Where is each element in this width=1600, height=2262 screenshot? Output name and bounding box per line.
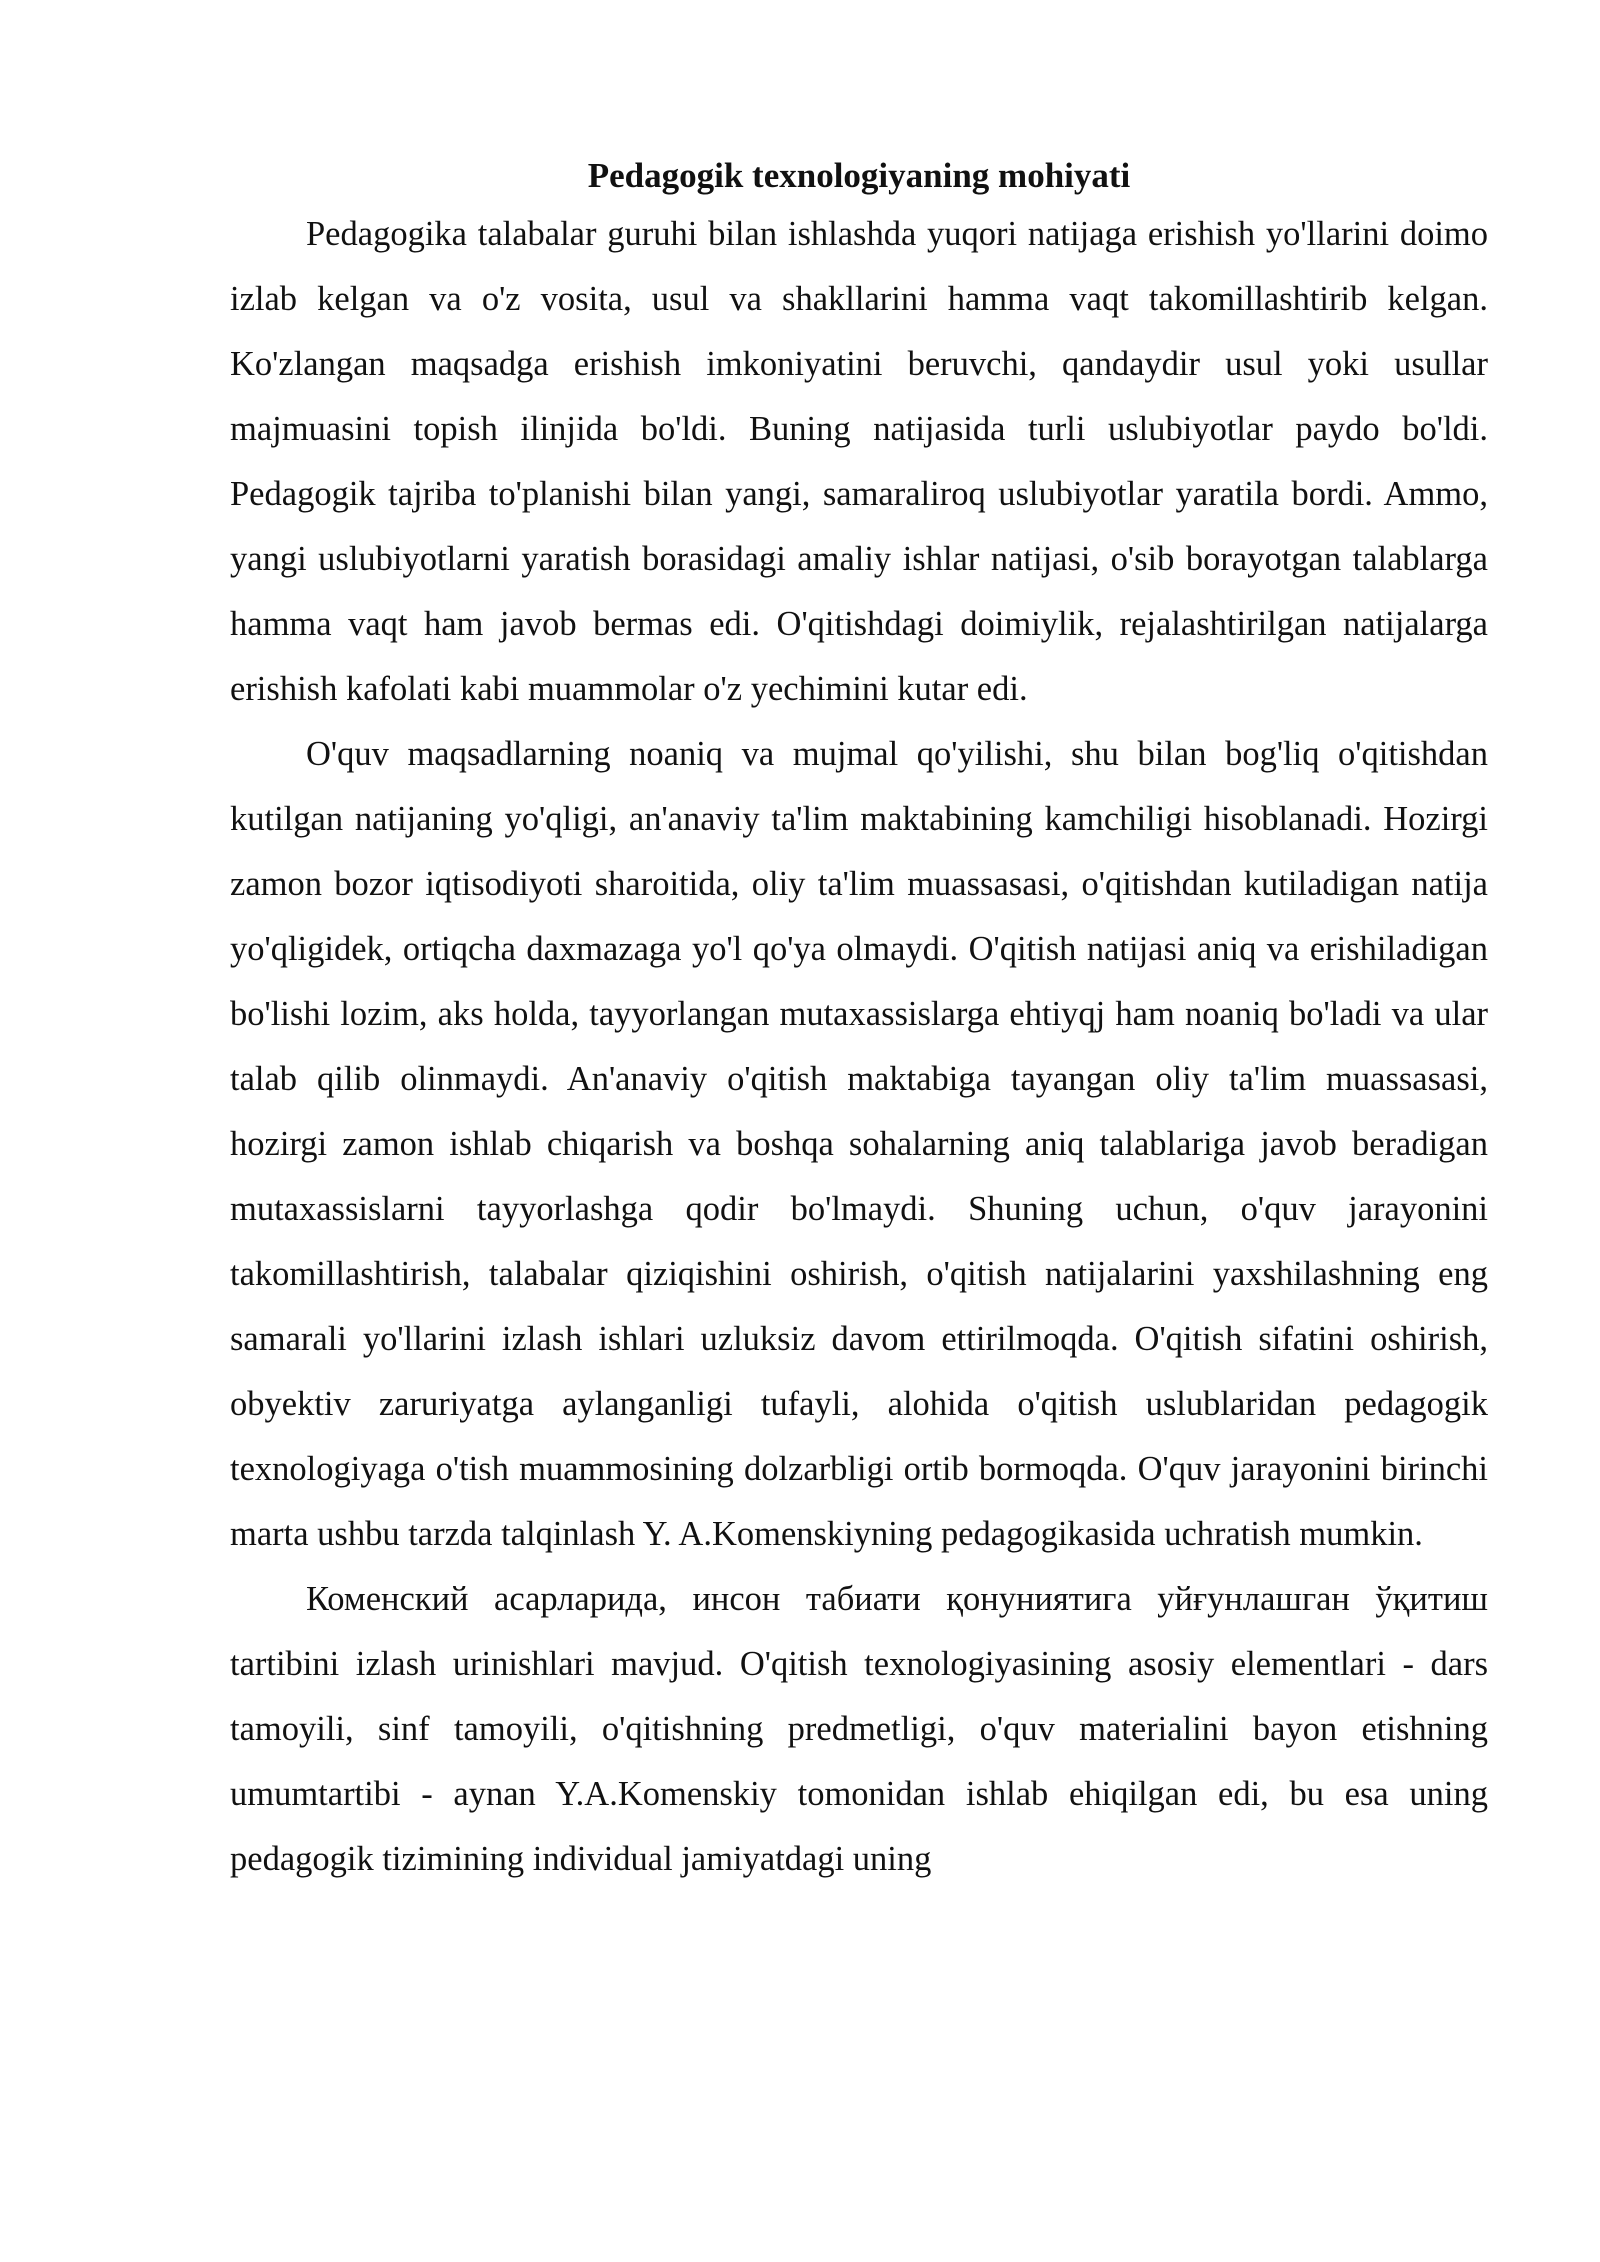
paragraph-3: Коменский асарларида, инсон табиати қонуниятига уйғунлашган ўқитиш tartibini izlash urinishlari mavjud. O'qitish texnologiyasining asosiy elementlari - dars tamoyili, sinf tamoyili, o'qitishning predmetligi, o'quv materialini bayon etishning umumtartibi - aynan Y.A.Komenskiy tomonidan ishlab ehiqilgan edi, bu esa uning pedagogik tizimining individual jamiyatdagi uning xyxy=(230,1580,1488,1878)
paragraph-1: Pedagogika talabalar guruhi bilan ishlashda yuqori natijaga erishish yo'llarini doimo izlab kelgan va o'z vosita, usul va shakllarini hamma vaqt takomillashtirib kelgan. Ko'zlangan maqsadga erishish imkoniyatini beruvchi, qandaydir usul yoki usullar majmuasini topish ilinjida bo'ldi. Buning natijasida turli uslubiyotlar paydo bo'ldi. Pedagogik tajriba to'planishi bilan yangi, samaraliroq uslubiyotlar yaratila bordi. Ammo, yangi uslubiyotlarni yaratish borasidagi amaliy ishlar natijasi, o'sib borayotgan talablarga hamma vaqt ham javob bermas edi. O'qitishdagi doimiylik, rejalashtirilgan natijalarga erishish kafolati kabi muammolar o'z yechimini kutar edi. xyxy=(230,215,1488,708)
document-title: Pedagogik texnologiyaning mohiyati xyxy=(587,156,1131,195)
paragraph-2: O'quv maqsadlarning noaniq va mujmal qo'yilishi, shu bilan bog'liq o'qitishdan kutilgan natijaning yo'qligi, an'anaviy ta'lim maktabining kamchiligi hisoblanadi. Hozirgi zamon bozor iqtisodiyoti sharoitida, oliy ta'lim muassasasi, o'qitishdan kutiladigan natija yo'qligidek, ortiqcha daxmazaga yo'l qo'ya olmaydi. O'qitish natijasi aniq va erishiladigan bo'lishi lozim, aks holda, tayyorlangan mutaxassislarga ehtiyqj ham noaniq bo'ladi va ular talab qilib olinmaydi. An'anaviy o'qitish maktabiga tayangan oliy ta'lim muassasasi, hozirgi zamon ishlab chiqarish va boshqa sohalarning aniq talablariga javob beradigan mutaxassislarni tayyorlashga qodir bo'lmaydi. Shuning uchun, o'quv jarayonini takomillashtirish, talabalar qiziqishini oshirish, o'qitish natijalarini yaxshilashning eng samarali yo'llarini izlash ishlari uzluksiz davom ettirilmoqda. O'qitish sifatini oshirish, obyektiv zaruriyatga aylanganligi tufayli, alohida o'qitish uslublaridan pedagogik texnologiyaga o'tish muammosining dolzarbligi ortib bormoqda. O'quv jarayonini birinchi marta ushbu tarzda talqinlash Y. A.Komenskiyning pedagogikasida uchratish mumkin. xyxy=(230,735,1488,1553)
document-body xyxy=(230,150,1488,1892)
